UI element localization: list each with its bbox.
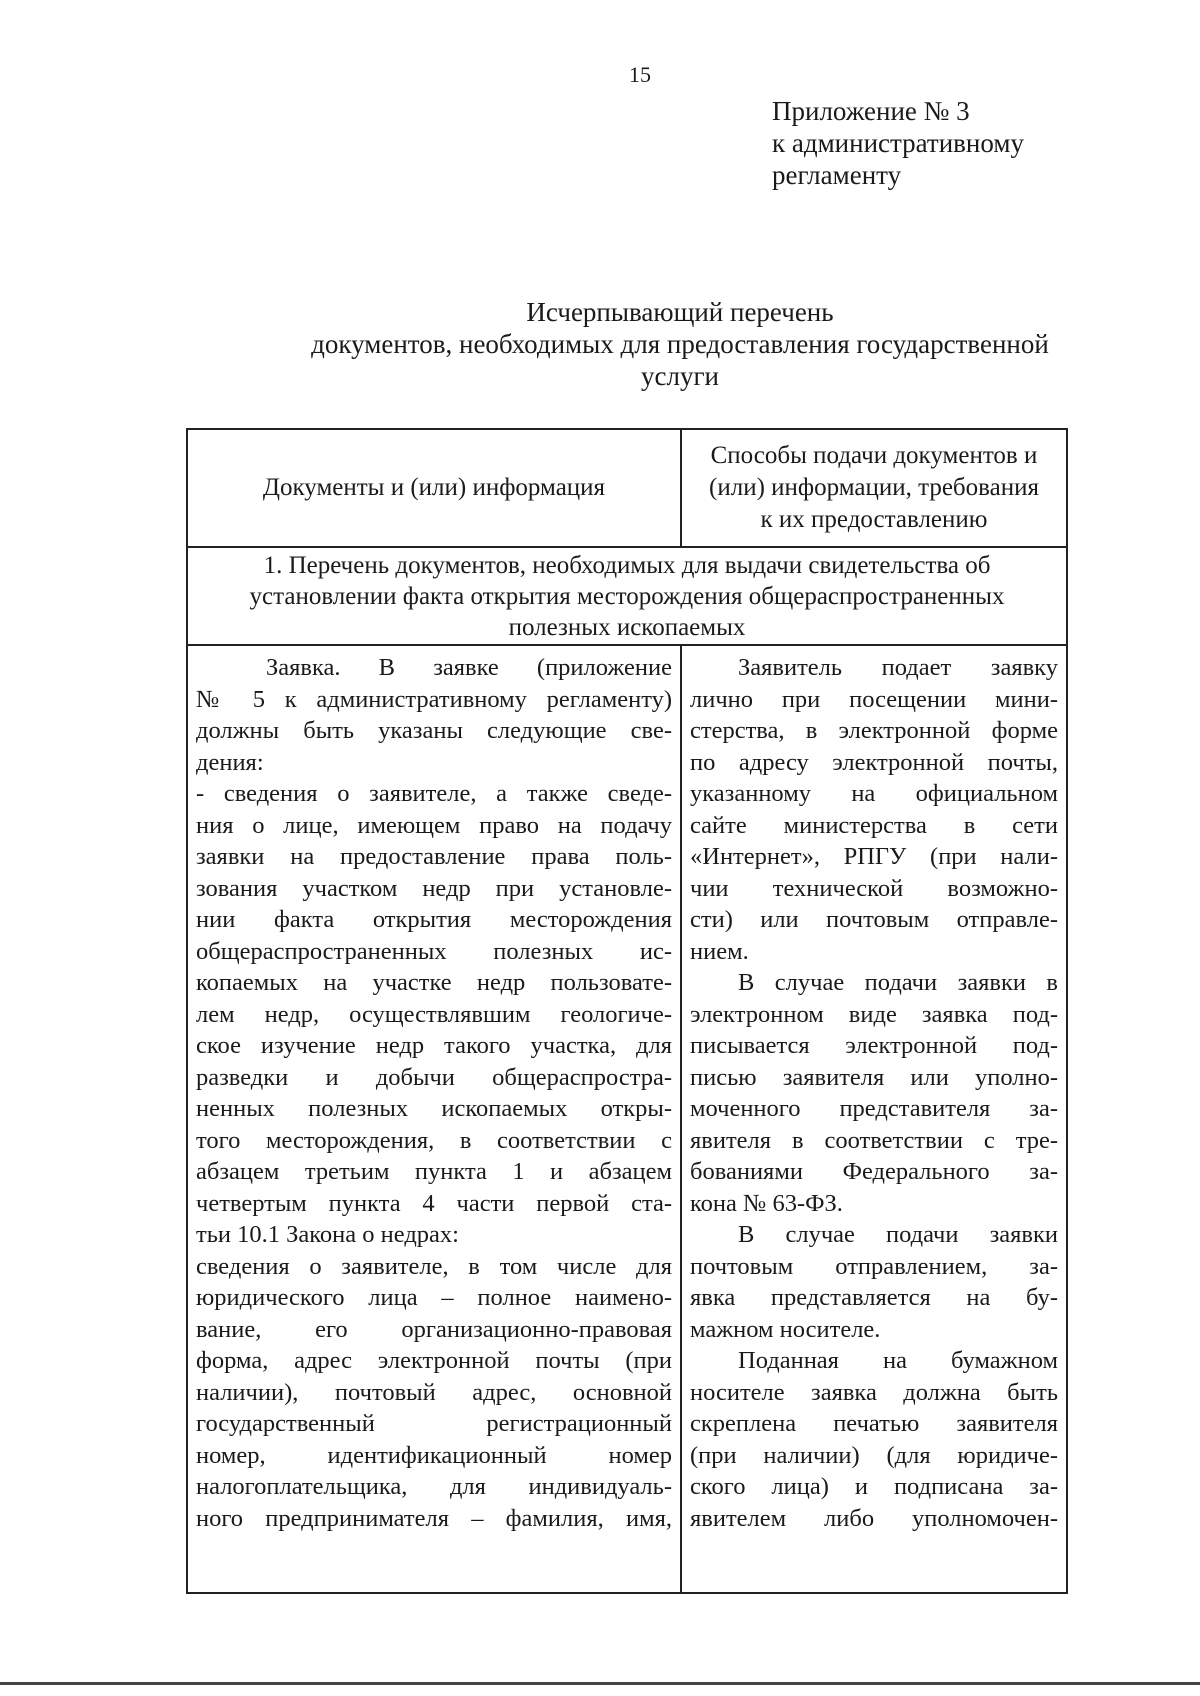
header-line: (или) информации, требования — [709, 474, 1039, 501]
section-line: полезных ископаемых — [508, 613, 746, 641]
text-line: наличии), почтовый адрес, основной — [196, 1378, 672, 1406]
text-line: электронном виде заявка под- — [690, 1000, 1058, 1028]
text-line: скреплена печатью заявителя — [690, 1410, 1058, 1437]
text-line: писывается электронной под- — [690, 1032, 1058, 1059]
header-documents: Документы и (или) информация — [188, 430, 682, 546]
text-line: государственный регистрационный — [196, 1410, 672, 1437]
text-line: чии технической возможно- — [690, 874, 1058, 902]
text-line: ского лица) и подписана за- — [690, 1473, 1058, 1500]
text-line: «Интернет», РПГУ (при нали- — [690, 843, 1058, 870]
text-line: форма, адрес электронной почты (при — [196, 1347, 672, 1374]
document-title — [250, 296, 1110, 392]
title-line: Исчерпывающий перечень — [526, 297, 834, 327]
text-line: вание, его организационно-правовая — [196, 1315, 672, 1343]
text-line: явителем либо уполномочен- — [690, 1504, 1058, 1532]
text-line: ного предпринимателя – фамилия, имя, — [196, 1504, 672, 1532]
text-line: бованиями Федерального за- — [690, 1158, 1058, 1185]
documents-table — [186, 428, 1068, 1594]
text-line: В случае подачи заявки в — [738, 969, 1058, 996]
text-line: моченного представителя за- — [690, 1095, 1058, 1122]
text-line: тьи 10.1 Закона о недрах: — [196, 1221, 459, 1248]
text-line: мажном носителе. — [690, 1315, 881, 1343]
header-submission-methods — [682, 430, 1066, 546]
text-line: носителе заявка должна быть — [690, 1378, 1058, 1406]
text-line: лем недр, осуществлявшим геологиче- — [196, 1000, 672, 1028]
text-line: налогоплательщика, для индивидуаль- — [196, 1473, 672, 1500]
appendix-line: регламенту — [772, 160, 902, 190]
submission-methods-cell — [682, 644, 1066, 1592]
text-line: явителя в соответствии с тре- — [690, 1126, 1058, 1154]
text-line: почтовым отправлением, за- — [690, 1252, 1058, 1280]
text-line: ское изучение недр такого участка, для — [196, 1032, 672, 1059]
section-heading-row — [188, 548, 1066, 646]
text-line: писью заявителя или уполно- — [690, 1063, 1058, 1091]
text-line: ния о лице, имеющем право на подачу — [196, 811, 672, 839]
text-line: нии факта открытия месторождения — [196, 906, 672, 933]
text-line: указанному на официальном — [690, 780, 1058, 807]
text-line: номер, идентификационный номер — [196, 1441, 672, 1469]
text-line: должны быть указаны следующие све- — [196, 717, 672, 744]
text-line: кона № 63-ФЗ. — [690, 1189, 843, 1217]
title-line: услуги — [641, 361, 719, 391]
text-line: сти) или почтовым отправле- — [690, 906, 1058, 933]
text-line: абзацем третьим пункта 1 и абзацем — [196, 1158, 672, 1185]
text-line: - сведения о заявителе, а также сведе- — [196, 780, 672, 807]
text-line: дения: — [196, 748, 264, 776]
appendix-line: Приложение № 3 — [772, 96, 970, 126]
text-line: лично при посещении мини- — [690, 685, 1058, 713]
appendix-line: к административному — [772, 128, 1024, 158]
section-line: 1. Перечень документов, необходимых для выдачи свидетельства об — [263, 551, 991, 579]
text-line: общераспространенных полезных ис- — [196, 937, 672, 965]
text-line: того месторождения, в соответствии с — [196, 1126, 672, 1154]
section-line: установлении факта открытия месторождения общераспространенных — [249, 582, 1005, 610]
title-line: документов, необходимых для предоставления государственной — [311, 329, 1049, 359]
text-line: явка представляется на бу- — [690, 1284, 1058, 1311]
text-line: Заявитель подает заявку — [738, 654, 1058, 681]
text-line: зования участком недр при установле- — [196, 874, 672, 902]
text-line: заявки на предоставление права поль- — [196, 843, 672, 870]
text-line: копаемых на участке недр пользовате- — [196, 969, 672, 996]
text-line: стерства, в электронной форме — [690, 717, 1058, 744]
page-bottom-rule — [0, 1682, 1200, 1685]
page-number: 15 — [629, 62, 651, 87]
header-line: к их предоставлению — [760, 506, 988, 533]
text-line: ненных полезных ископаемых откры- — [196, 1095, 672, 1122]
application-requirements-cell — [188, 644, 682, 1592]
text-line: четвертым пункта 4 части первой ста- — [196, 1189, 672, 1217]
text-line: сведения о заявителе, в том числе для — [196, 1252, 672, 1280]
text-line: (при наличии) (для юридиче- — [690, 1441, 1058, 1469]
text-line: сайте министерства в сети — [690, 811, 1058, 839]
text-line: разведки и добычи общераспростра- — [196, 1063, 672, 1091]
table-header-row — [188, 430, 1066, 548]
text-line: по адресу электронной почты, — [690, 748, 1058, 776]
text-line: № 5 к административному регламенту) — [196, 685, 672, 713]
text-line: юридического лица – полное наимено- — [196, 1284, 672, 1311]
text-line: Заявка. В заявке (приложение — [266, 654, 672, 681]
text-line: нием. — [690, 937, 749, 965]
header-line: Способы подачи документов и — [710, 442, 1038, 469]
appendix-label — [772, 95, 1024, 191]
text-line: В случае подачи заявки — [738, 1221, 1058, 1248]
text-line: Поданная на бумажном — [738, 1347, 1058, 1374]
